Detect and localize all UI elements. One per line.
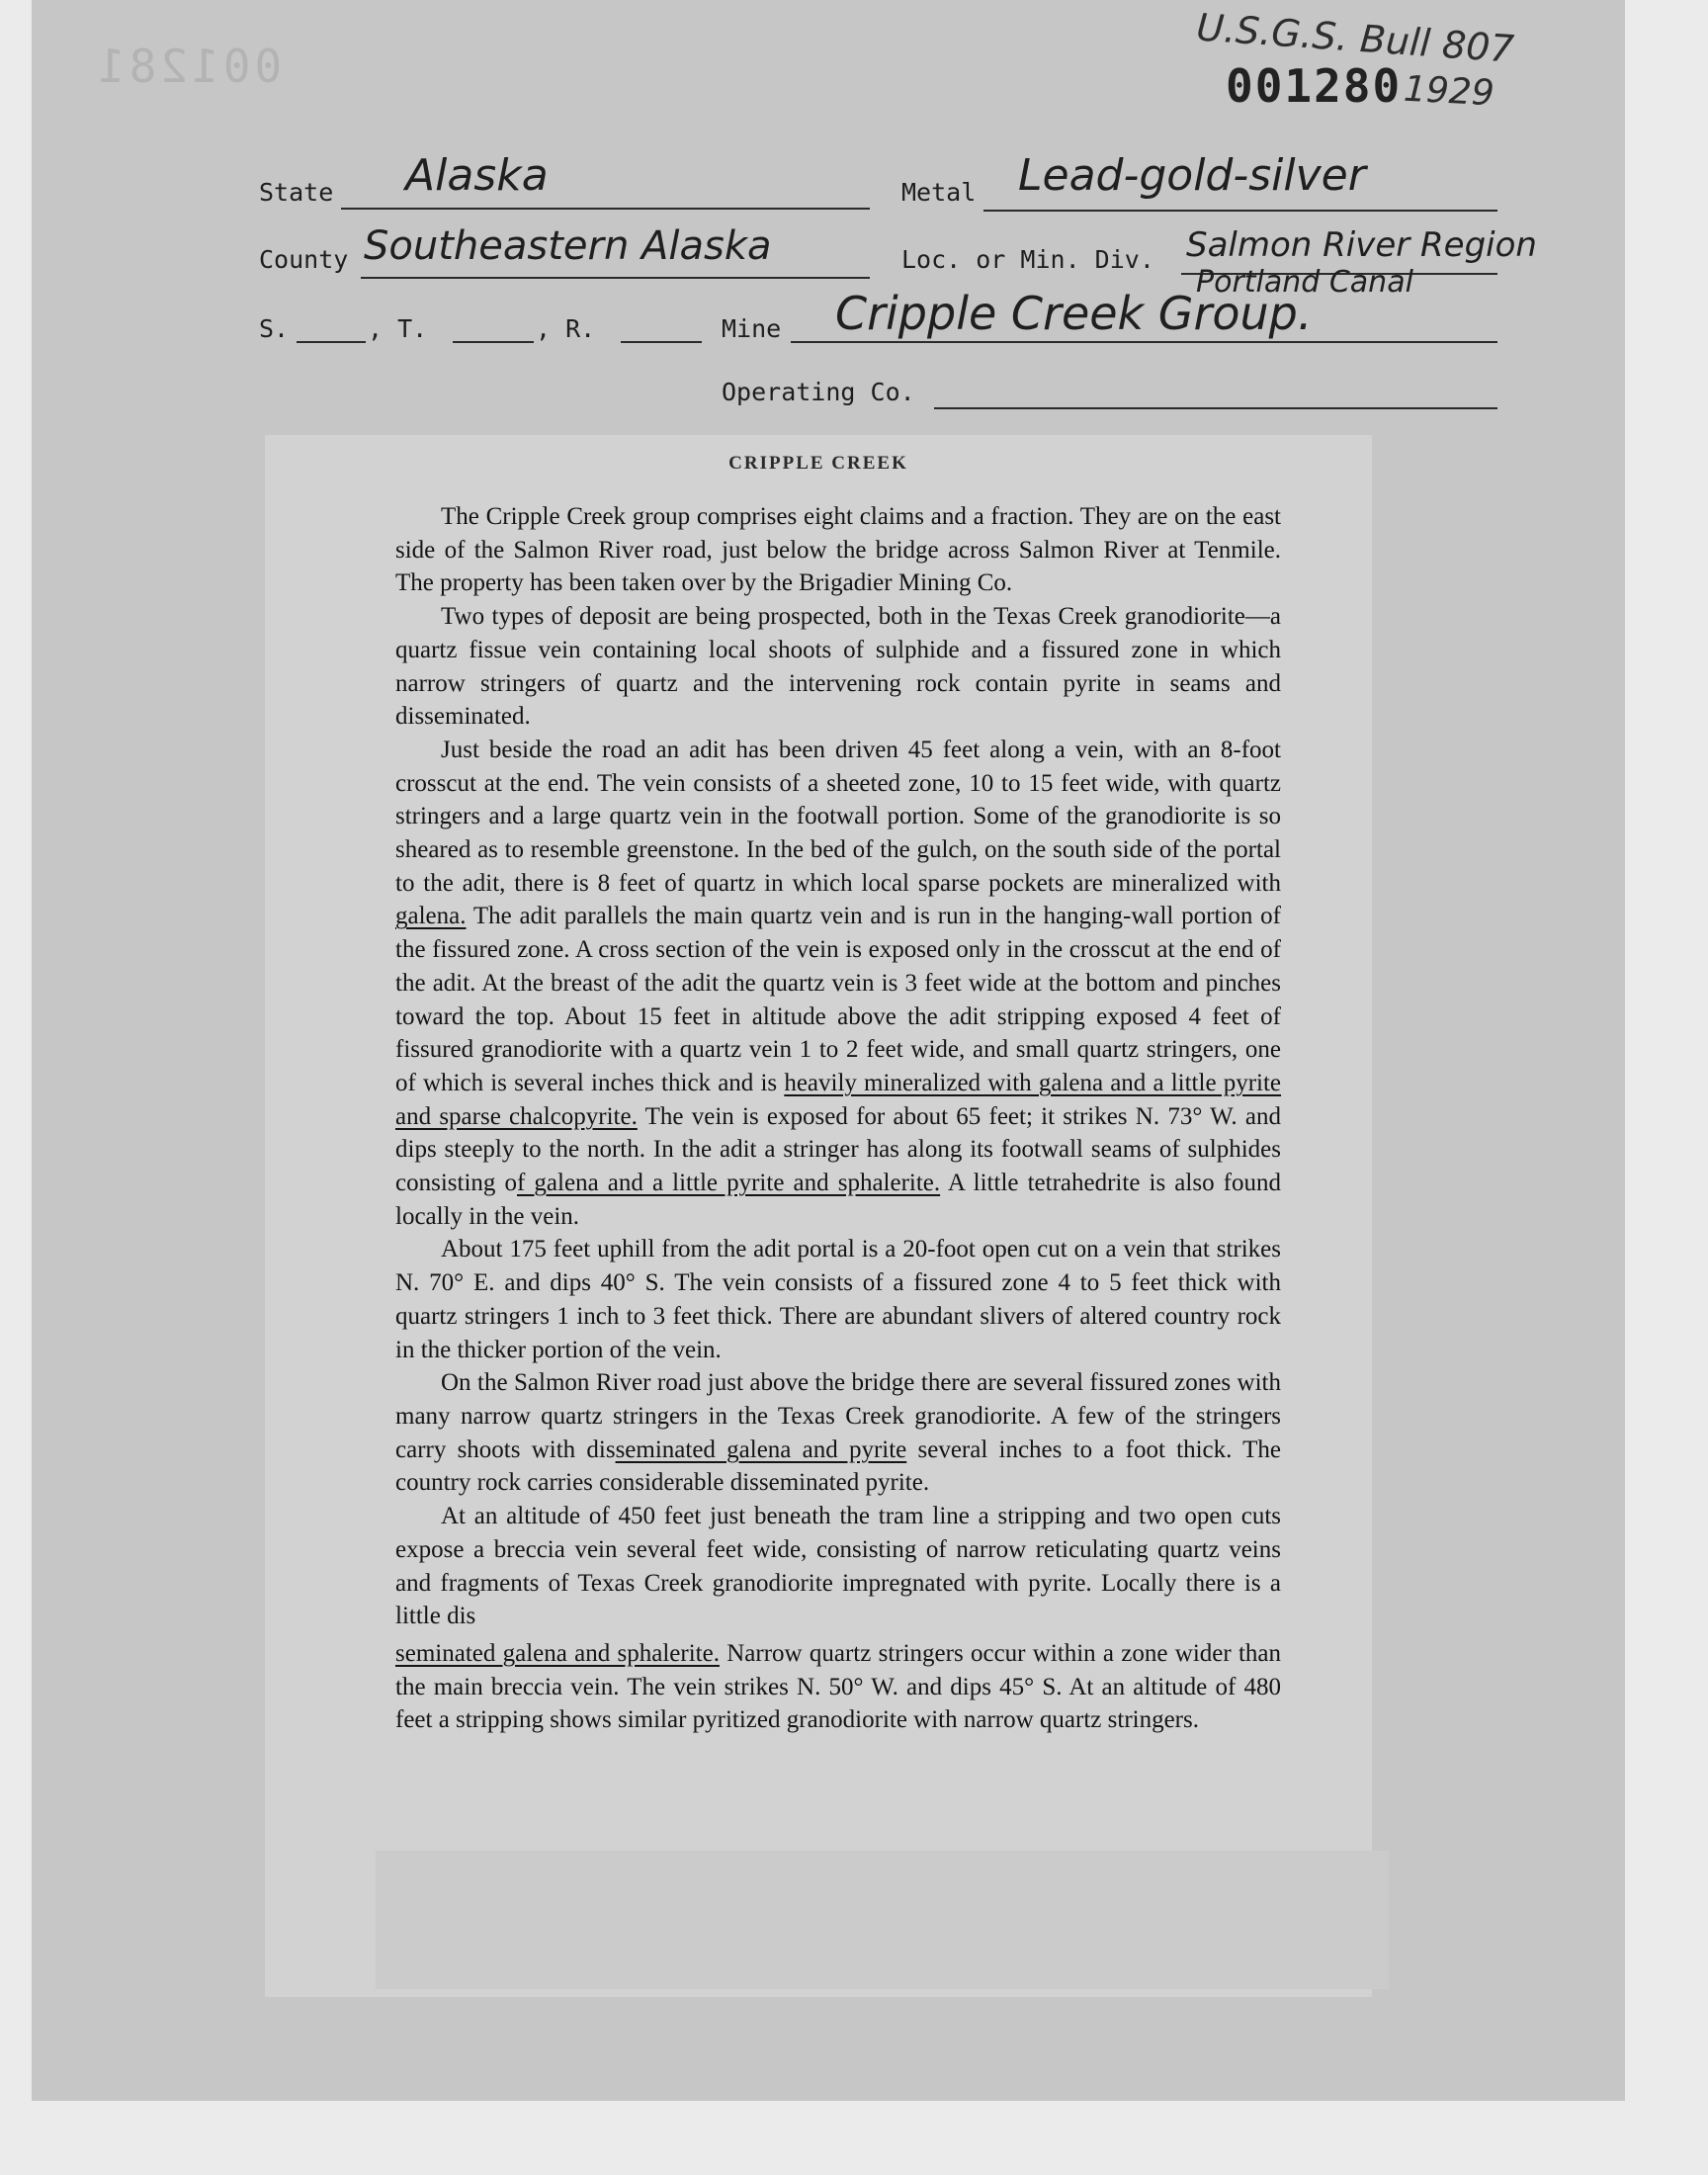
mine-value: Cripple Creek Group. [835,287,1313,340]
loc-value-2: Portland Canal [1196,265,1413,300]
article-body [395,500,1281,1737]
state-value: Alaska [405,150,549,201]
township-line [453,341,534,343]
range-label: , R. [536,314,596,343]
bleed-through-number: 001281 [94,40,283,93]
bulletin-reference: U.S.G.S. Bull 807 [1194,5,1516,71]
paragraph-5: On the Salmon River road just above the bridge there are several fissured zones with many narrow quartz stringers in the Texas Creek granodiorite. A few of the stringers carry shoots with disseminated galena and pyrite several inches to a foot thick. The country rock carries considerable disseminated pyrite. [395,1369,1282,1497]
underline-heavily-mineralized: heavily mineralized with galena and a little pyrite and sparse chalcopyrite. [395,1069,1282,1130]
loc-label: Loc. or Min. Div. [901,245,1154,274]
county-value: Southeastern Alaska [364,223,772,269]
section-label: S. [259,314,290,343]
township-label: , T. [368,314,428,343]
paragraph-4: About 175 feet uphill from the adit portal is a 20-foot open cut on a vein that strikes N. 70° E. and dips 40° S. The vein consists of a fissured zone 4 to 5 feet thick with quartz stringers 1 inch to 3 feet thick. There are abundant slivers of altered country rock in the thicker portion of the vein. [395,1236,1281,1363]
operating-co-line [934,407,1497,409]
paragraph-3: Just beside the road an adit has been driven 45 feet along a vein, with an 8-foot crosscut at the end. The vein consists of a sheeted zone, 10 to 15 feet wide, with quartz stringers and a large quartz vein in the footwall portion. Some of the granodiorite is so sheared as to resemble greenstone. In the bed of the gulch, on the south side of the portal to the adit, there is 8 feet of quartz in which local sparse pockets are mineralized with galena. The adit parallels the main quartz vein and is run in the hanging-wall portion of the fissured zone. A cross section of the vein is exposed only in the crosscut at the end of the adit. At the breast of the adit the quartz vein is 3 feet wide at the bottom and pinches toward the top. About 15 feet in altitude above the adit stripping exposed 4 feet of fissured granodiorite with a quartz vein 1 to 2 feet wide, and small quartz stringers, one of which is several inches thick and is heavily mineralized with galena and a little pyrite and sparse chalcopyrite. The vein is exposed for about 65 feet; it strikes N. 73° W. and dips steeply to the north. In the adit a stringer has along its footwall seams of sulphides consisting of galena and a little pyrite and sphalerite. A little tetrahedrite is also found locally in the vein. [395,736,1282,1230]
range-line [621,341,702,343]
state-line [341,208,870,210]
county-line [361,277,870,279]
underline-galena-pyrite-sphalerite: f galena and a little pyrite and sphalerite. [517,1170,941,1197]
paragraph-7: seminated galena and sphalerite. Narrow quartz stringers occur within a zone wider than the main breccia vein. The vein strikes N. 50° W. and dips 45° S. At an altitude of 480 feet a stripping shows similar pyritized granodiorite with narrow quartz stringers. [395,1639,1282,1734]
article-title: CRIPPLE CREEK [728,453,908,474]
operating-co-label: Operating Co. [722,378,915,406]
paragraph-2: Two types of deposit are being prospected, both in the Texas Creek granodiorite—a quartz fissue vein containing local shoots of sulphide and a fissured zone in which narrow stringers of quartz and the intervening rock contain pyrite in seams and disseminated. [395,603,1281,731]
paragraph-1: The Cripple Creek group comprises eight claims and a fraction. They are on the east side of the Salmon River road, just below the bridge across Salmon River at Tenmile. The property has been taken over by the Brigadier Mining Co. [395,503,1281,597]
state-label: State [259,178,334,207]
metal-line [983,210,1497,212]
serial-number: 001280 [1226,59,1403,113]
underline-galena: galena. [395,903,467,930]
serial-year: 1929 [1402,68,1495,115]
mine-line [791,341,1497,343]
underline-disseminated-galena-pyrite: seminated galena and pyrite [615,1436,907,1463]
metal-label: Metal [901,178,977,207]
second-clipping-strip [376,1851,1389,1989]
mine-label: Mine [722,314,782,343]
underline-disseminated-galena-sphalerite: seminated galena and sphalerite. [395,1639,720,1667]
metal-value: Lead-gold-silver [1018,150,1366,201]
paragraph-6: At an altitude of 450 feet just beneath the tram line a stripping and two open cuts expose a breccia vein several feet wide, consisting of narrow reticulating quartz veins and fragments of Texas Creek granodiorite impregnated with pyrite. Locally there is a little dis [395,1503,1281,1630]
loc-value: Salmon River Region [1186,225,1537,265]
county-label: County [259,245,349,274]
section-line [297,341,366,343]
